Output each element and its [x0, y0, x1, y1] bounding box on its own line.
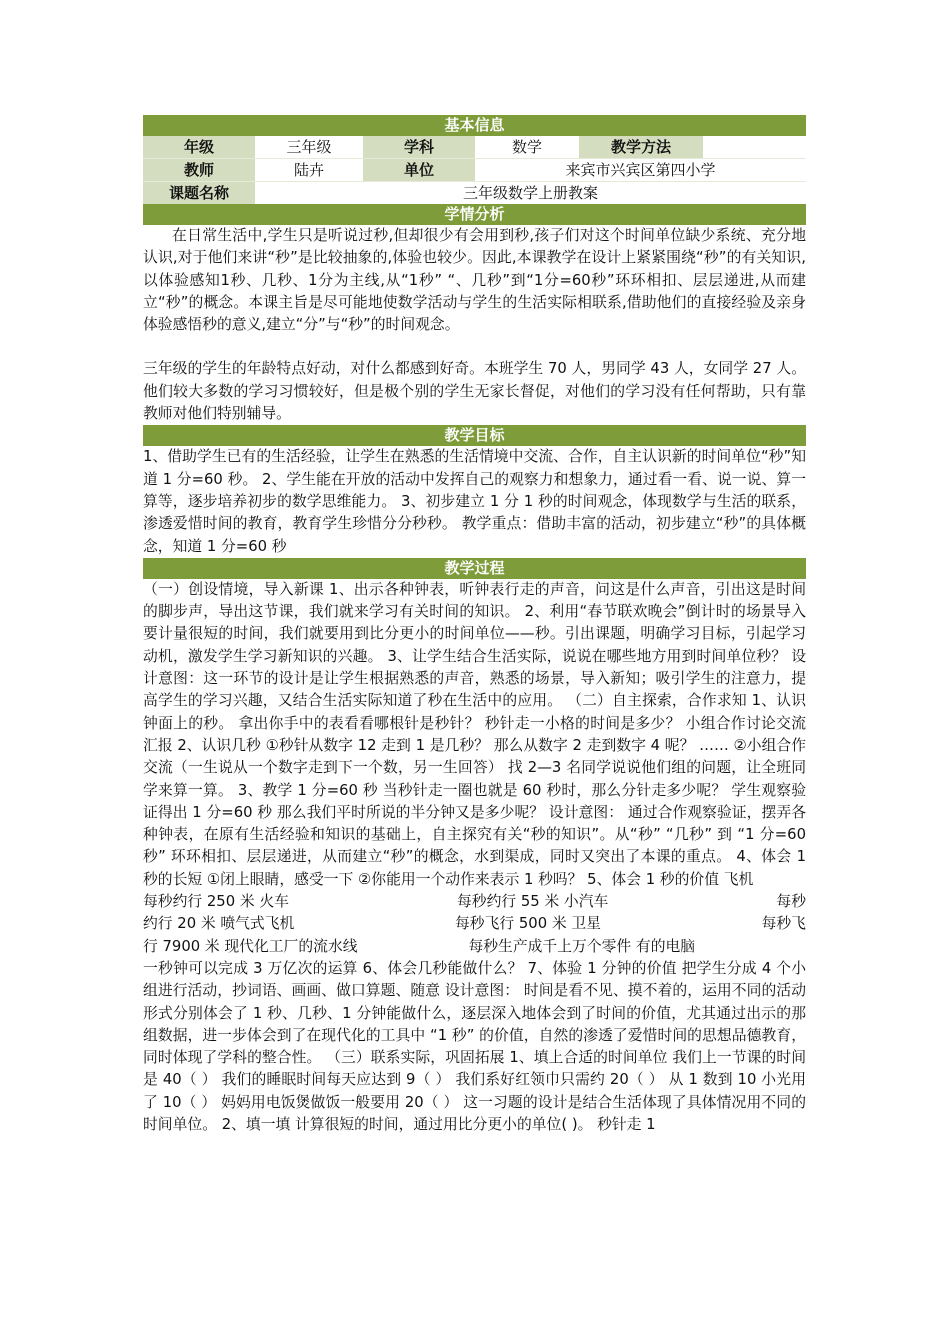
speed-row-2-a: 约行 20 米 喷气式飞机 — [143, 915, 295, 933]
method-label: 教学方法 — [579, 136, 703, 158]
speed-row-2-b: 每秒飞行 500 米 卫星 — [454, 915, 601, 933]
section-header-teaching-process: 教学过程 — [143, 558, 806, 579]
speed-row-1 — [143, 891, 806, 913]
info-row-topic — [143, 182, 806, 204]
section-header-teaching-goals: 教学目标 — [143, 425, 806, 446]
section-header-basic-info: 基本信息 — [143, 115, 806, 136]
teacher-label: 教师 — [143, 159, 255, 181]
process-paragraph-2: 一秒钟可以完成 3 万亿次的运算 6、体会几秒能做什么？ 7、体验 1 分钟的价值 把学生分成 4 个小组进行活动，抄词语、画画、做口算题、随意 设计意图： 时间是看不见、摸不着的，运用不同的活动形式分别体会了 1 秒、几秒、1 分钟能做什么，逐层深入地体会到了时间的价值，尤其通过出示的那组数据，进一步体会到了在现代化的工具中 “1 秒” 的价值，自然的渗透了爱惜时间的思想品德教育，同时体现了学科的整合性。 （三）联系实际，巩固拓展 1、填上合适的时间单位 我们上一节课的时间是 40（ ） 我们的睡眠时间每天应达到 9（ ） 我们系好红领巾只需约 20（ ） 从 1 数到 10 小光用了 10（ ） 妈妈用电饭煲做饭一般要用 20（ ） 这一习题的设计是结合生活体现了具体情况用不同的时间单位。 2、填一填 计算很短的时间，通过用比分更小的单位( )。 秒针走 1 — [143, 959, 806, 1133]
topic-label: 课题名称 — [143, 182, 255, 204]
info-row-grade — [143, 136, 806, 159]
speed-row-2-c: 每秒飞 — [761, 915, 806, 933]
subject-label: 学科 — [363, 136, 475, 158]
speed-row-3 — [143, 936, 806, 958]
topic-value: 三年级数学上册教案 — [255, 182, 806, 204]
info-row-teacher — [143, 159, 806, 182]
analysis-paragraph-2: 三年级的学生的年龄特点好动，对什么都感到好奇。本班学生 70 人，男同学 43 人，女同学 27 人。他们较大多数的学习习惯较好，但是极个别的学生无家长督促，对他们的学习没有任何帮助，只有靠教师对他们特别辅导。 — [143, 360, 806, 423]
teacher-value: 陆卉 — [255, 159, 363, 181]
subject-value: 数学 — [475, 136, 579, 158]
grade-value: 三年级 — [255, 136, 363, 158]
unit-value: 来宾市兴宾区第四小学 — [475, 159, 806, 181]
grade-label: 年级 — [143, 136, 255, 158]
speed-row-1-c: 每秒 — [776, 893, 806, 911]
speed-row-2 — [143, 913, 806, 935]
paragraph-gap — [143, 336, 806, 358]
method-value — [703, 136, 806, 158]
process-paragraph-1: （一）创设情境，导入新课 1、出示各种钟表，听钟表行走的声音，问这是什么声音，引出这是时间的脚步声，导出这节课，我们就来学习有关时间的知识。 2、利用“春节联欢晚会”倒计时的场景导入要计量很短的时间，我们就要用到比分更小的时间单位——秒。引出课题，明确学习目标，引起学习动机，激发学生学习新知识的兴趣。 3、让学生结合生活实际，说说在哪些地方用到时间单位秒？ 设计意图：这一环节的设计是让学生根据熟悉的声音，熟悉的场景，导入新知；吸引学生的注意力，提高学生的学习兴趣，又结合生活实际知道了秒在生活中的应用。 （二）自主探索，合作求知 1、认识钟面上的秒。 拿出你手中的表看看哪根针是秒针？ 秒针走一小格的时间是多少？ 小组合作讨论交流汇报 2、认识几秒 ①秒针从数字 12 走到 1 是几秒？ 那么从数字 2 走到数字 4 呢？ …… ②小组合作交流（一生说从一个数字走到下一个数，另一生回答） 找 2—3 名同学说说他们组的问题，让全班同学来算一算。 3、教学 1 分=60 秒 当秒针走一圈也就是 60 秒时，那么分针走多少呢？ 学生观察验证得出 1 分=60 秒 那么我们平时所说的半分钟又是多少呢？ 设计意图： 通过合作观察验证，摆弄各种钟表，在原有生活经验和知识的基础上，自主探究有关“秒的知识”。从“秒” “几秒” 到 “1 分=60 秒” 环环相扣、层层递进，从而建立“秒”的概念，水到渠成，同时又突出了本课的重点。 4、体会 1 秒的长短 ①闭上眼睛，感受一下 ②你能用一个动作来表示 1 秒吗？ 5、体会 1 秒的价值 飞机 — [143, 580, 806, 888]
unit-label: 单位 — [363, 159, 475, 181]
analysis-paragraph-1: 在日常生活中,学生只是听说过秒,但却很少有会用到秒,孩子们对这个时间单位缺少系统、充分地认识,对于他们来讲“秒”是比较抽象的,体验也较少。因此,本课教学在设计上紧紧围绕“秒”的有关知识,以体验感知1秒、几秒、1分为主线,从“1秒” “、几秒”到“1分=60秒”环环相扣、层层递进,从而建立“秒”的概念。本课主旨是尽可能地使数学活动与学生的生活实际相联系,借助他们的直接经验及亲身体验感悟秒的意义,建立“分”与“秒”的时间观念。 — [143, 227, 806, 334]
section-header-student-analysis: 学情分析 — [143, 204, 806, 225]
goals-paragraph: 1、借助学生已有的生活经验，让学生在熟悉的生活情境中交流、合作，自主认识新的时间单位“秒”知道 1 分=60 秒。 2、学生能在开放的活动中发挥自己的观察力和想象力，通过看一看、说一说、算一算等，逐步培养初步的数学思维能力。 3、初步建立 1 分 1 秒的时间观念，体现数学与生活的联系，渗透爱惜时间的教育，教育学生珍惜分分秒秒。 教学重点：借助丰富的活动，初步建立“秒”的具体概念，知道 1 分=60 秒 — [143, 448, 806, 555]
speed-row-1-b: 每秒约行 55 米 小汽车 — [457, 893, 609, 911]
lesson-plan-document — [143, 115, 806, 1136]
speed-row-3-b: 每秒生产成千上万个零件 有的电脑 — [468, 937, 696, 955]
speed-row-3-a: 行 7900 米 现代化工厂的流水线 — [143, 937, 358, 955]
speed-row-1-a: 每秒约行 250 米 火车 — [143, 893, 289, 911]
